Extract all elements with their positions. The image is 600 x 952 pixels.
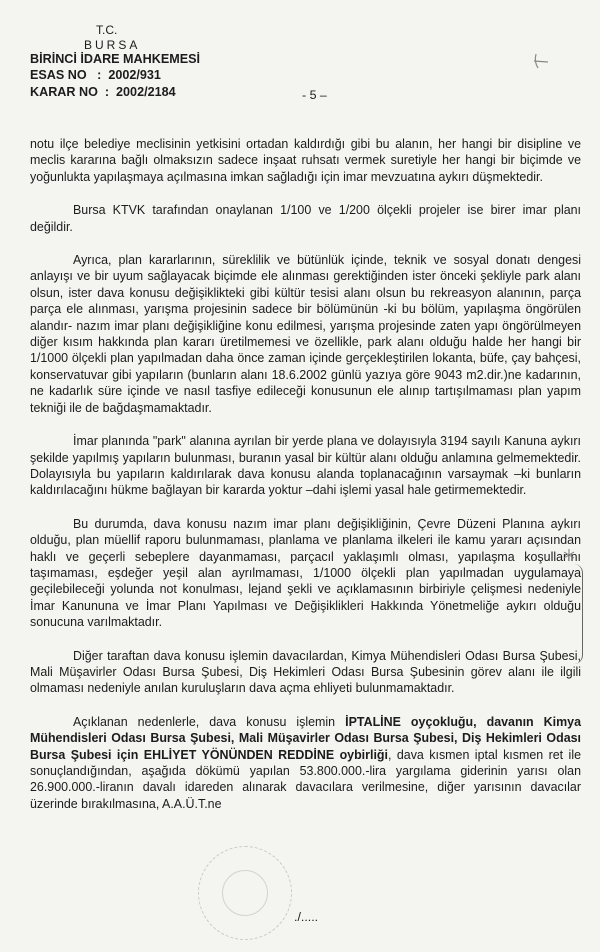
paragraph-3: Ayrıca, plan kararlarının, süreklilik ve bütünlük içinde, teknik ve sosyal donatı dengesi anlayışı ve bir uyum sağlayacak biçimde ele alınması gerektiğinden ister önceki şekliyle park alanı olsun, ister dava konusu değişiklikteki gibi kültür tesisi alanı olsun bu rekreasyon alanının, parça parça ele alınması, yarışma projesinin sadece bir bölümünün -ki bu bölüm, yapılaşma öngörülen alandır- nazım imar planı değişikliğine konu edilmesi, yarışma projesinde zaten yapı öngörülmeyen diğer kısım hakkında plan kararı üretilmemesi ve özellikle, park alanı olduğu halde her hangi bir 1/1000 ölçekli plan yapılmadan daha önce zaman içinde gerçekleştirilen lokanta, büfe, çay bahçesi, konservatuvar gibi yapıların (bunların alanı 18.6.2002 günlü yazıya göre 9043 m2.dir.)ne kadarının, ne kadarlık süre içinde ve nasıl tasfiye edileceği konusunun ele alınıp tartışılmaması plan yapım tekniği ile de bağdaşmamaktadır. <box>30 253 581 415</box>
paragraph-6: Diğer taraftan dava konusu işlemin davacılardan, Kimya Mühendisleri Odası Bursa Şubesi, Mali Müşavirler Odası Bursa Şubesi, Diş Hekimleri Odası Bursa Şubesinin görev alanı ile ilgili olmaması nedeniyle anılan kuruluşların dava açma ehliyeti bulunmamaktadır. <box>30 648 581 696</box>
handwritten-bracket-mark <box>574 564 583 664</box>
final-verdict-bold: İPTALİNE oyçokluğu, davanın Kimya Mühendisleri Odası Bursa Şubesi, Mali Müşavirler Odası Bursa Şubesi, Diş Hekimleri Odası Bursa Şubesi için EHLİYET YÖNÜNDEN REDDİNE oybirliği <box>30 714 581 762</box>
paragraph-1: notu ilçe belediye meclisinin yetkisini ortadan kaldırdığı gibi bu alanın, her hangi bir disipline ve meclis kararına bağlı olmaksızın sadece inşaat ruhsatı vermek suretiyle her hangi bir biçimde ve yoğunlukta yapılaşmaya açılmasına imkan sağladığı için imar mevzuatına aykırı düşmektedir. <box>30 137 581 184</box>
header-karar-no: KARAR NO : 2002/2184 <box>30 85 176 99</box>
header-tc: T.C. <box>96 23 118 37</box>
document-body <box>30 136 581 829</box>
header-city: BURSA <box>84 38 141 52</box>
handwritten-margin-mark <box>530 50 554 74</box>
handwritten-star-mark <box>562 548 576 562</box>
continued-marker: ./..... <box>294 910 319 924</box>
paragraph-5: Bu durumda, dava konusu nazım imar planı değişikliğinin, Çevre Düzeni Planına aykırı olduğu, plan müellif raporu bulunmaması, planlama ve planlama ilkeleri ile kamu yararı açısından haklı ve geçerli sebeplere dayanmaması, parçacıl yaklaşımlı olması, yapılaşma koşullarını taşımaması, eşdeğer yeşil alan ayrılmaması, 1/1000 ölçekli plan yapılmadan uygulamaya geçilebileceği yolunda not konulması, lejand şekli ve açıklamasının birbiriyle çelişmesi nedeniyle İmar Kanununa ve İmar Planı Yapılması ve Değişiklikleri Hakkında Yönetmeliğe aykırı olduğu sonucuna varılmaktadır. <box>30 516 581 630</box>
header-esas-no: ESAS NO : 2002/931 <box>30 68 161 82</box>
final-text-start: Açıklanan nedenlerle, dava konusu işlemin <box>73 714 346 729</box>
official-seal-inner <box>222 870 268 916</box>
header-court-name: BİRİNCİ İDARE MAHKEMESİ <box>30 52 201 66</box>
page-number: - 5 – <box>302 88 327 102</box>
paragraph-final <box>30 714 581 812</box>
paragraph-4: İmar planında "park" alanına ayrılan bir yerde plana ve dolayısıyla 3194 sayılı Kanuna aykırı şekilde yapılmış yapıların bulunması, buranın yasal bir kültür alanı olduğu anlamına gelmemektedir. Dolayısıyla bu yapıların kaldırılarak dava konusu alanda toplanacağının varsaymak –ki bunların kaldırılacağını hükme bağlayan bir kararda yoktur –dahi işlemi yasal hale getirmemektedir. <box>30 434 581 498</box>
paragraph-2: Bursa KTVK tarafından onaylanan 1/100 ve 1/200 ölçekli projeler ise birer imar planı değildir. <box>30 203 581 234</box>
final-text-end: , dava kısmen iptal kısmen ret ile sonuçlandığından, aşağıda dökümü yapılan 53.800.000.-lira yargılama giderinin yarısı olan 26.900.000.-liranın davalı idareden alınarak davacılara verilmesine, diğer yarısının davacılar üzerinde bırakılmasına, A.A.Ü.T.ne <box>30 747 581 811</box>
